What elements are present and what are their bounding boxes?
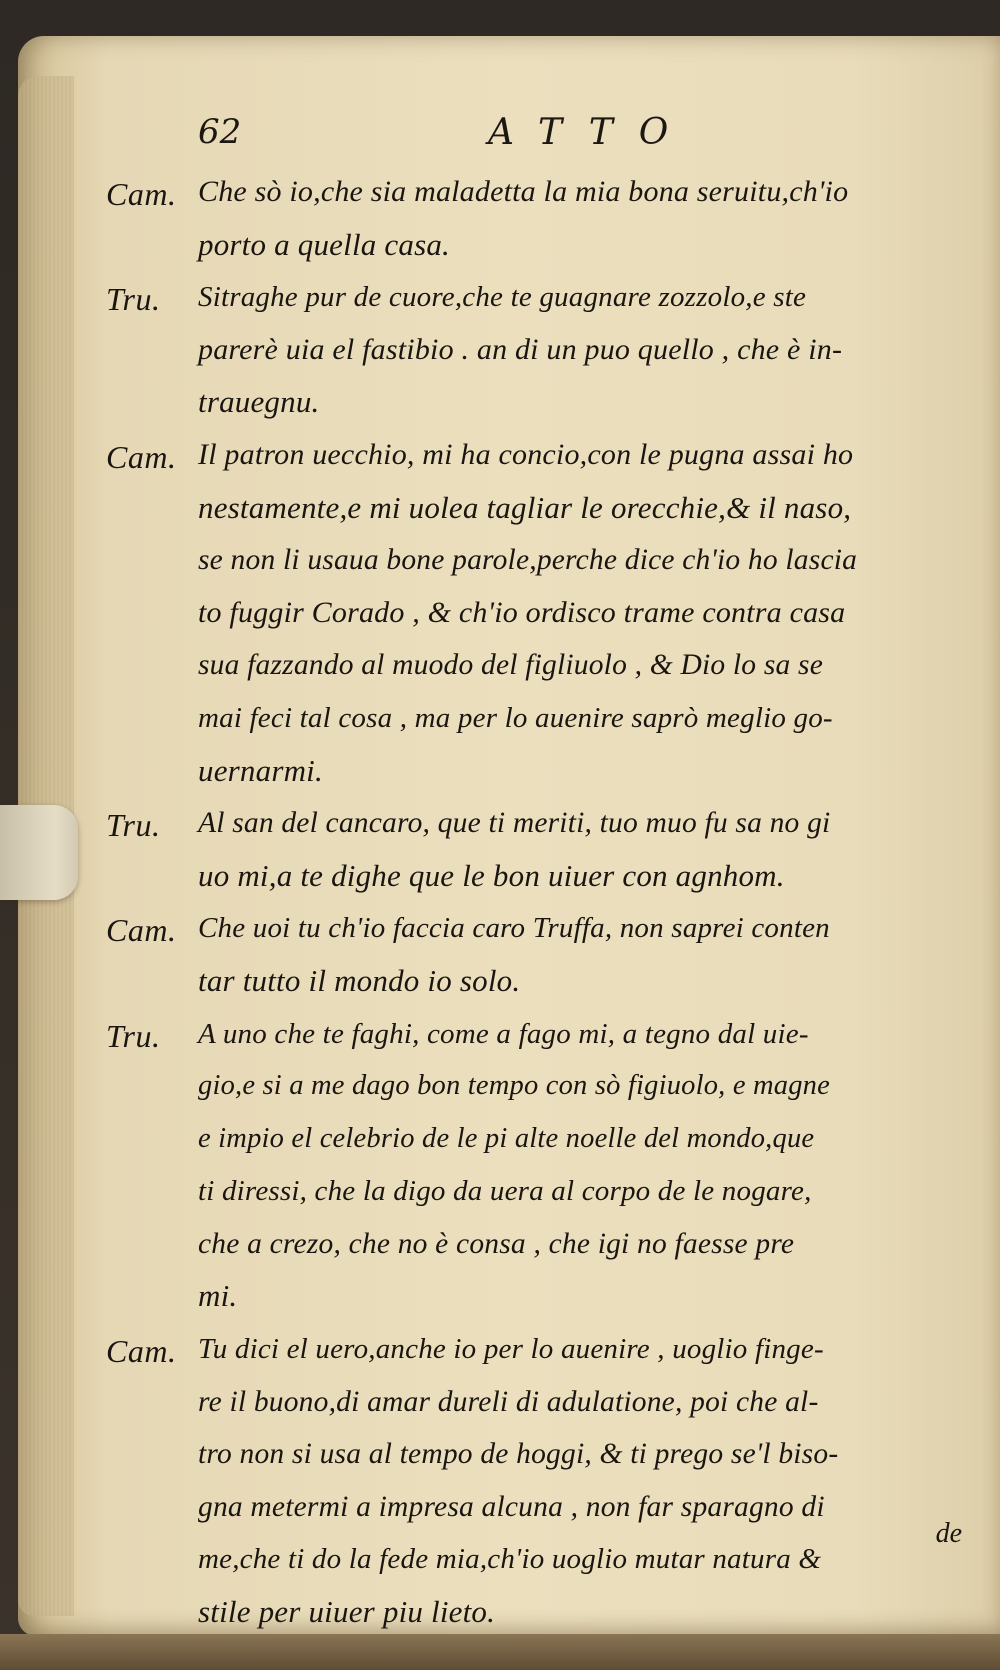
- dialogue-text: [106, 166, 1000, 1670]
- text-line: parerè uia el fastibio . an di un puo quello , che è in-: [198, 332, 843, 366]
- running-head: ATTO: [488, 112, 695, 153]
- text-line: gna metermi a impresa alcuna , non far sparagno di: [198, 1490, 825, 1523]
- text-line: e impio el celebrio de le pi alte noelle del mondo,que: [198, 1122, 815, 1154]
- speech: [106, 902, 1000, 1007]
- text-line: tro non si usa al tempo de hoggi, & ti prego se'l biso-: [198, 1438, 839, 1471]
- text-line: nestamente,e mi uolea tagliar le orecchie,& il naso,: [198, 489, 852, 525]
- speech: [106, 1008, 1000, 1324]
- page-marker-tab: [0, 805, 78, 900]
- speech: [106, 797, 1000, 902]
- text-line: stile per uiuer piu lieto.: [198, 1594, 496, 1630]
- speech-lines: [198, 166, 1000, 271]
- text-line: Il patron uecchio, mi ha concio,con le pugna assai ho: [198, 437, 854, 471]
- text-line: Al san del cancaro, que ti meriti, tuo muo fu sa no gi: [198, 807, 831, 840]
- text-line: che a crezo, che no è consa , che igi no faesse pre: [198, 1227, 795, 1260]
- text-line: se non li usaua bone parole,perche dice ch'io ho lascia: [198, 544, 858, 577]
- speaker-label: Cam.: [106, 176, 177, 212]
- speech-lines: [198, 429, 1000, 797]
- text-line: gio,e si a me dago bon tempo con sò figiuolo, e magne: [198, 1070, 830, 1102]
- text-line: uo mi,a te dighe que le bon uiuer con agnhom.: [198, 857, 785, 893]
- speaker-label: Tru.: [106, 807, 161, 844]
- speech-lines: [198, 1323, 1000, 1639]
- speaker-label: Tru.: [106, 281, 161, 318]
- speech: [106, 166, 1000, 271]
- page-number: 62: [198, 112, 242, 152]
- speech-lines: [198, 902, 1000, 1007]
- text-line: Che sò io,che sia maladetta la mia bona seruitu,ch'io: [198, 175, 849, 208]
- speech: [106, 1323, 1000, 1639]
- text-line: mai feci tal cosa , ma per lo auenire saprò meglio go-: [198, 701, 833, 734]
- speaker-label: Cam.: [106, 438, 177, 475]
- text-line: tar tutto il mondo io solo.: [198, 962, 521, 998]
- text-line: to fuggir Corado , & ch'io ordisco trame contra casa: [198, 595, 846, 629]
- text-line: porto a quella casa.: [198, 226, 450, 262]
- text-line: me,che ti do la fede mia,ch'io uoglio mutar natura &: [198, 1543, 822, 1576]
- catchword: de: [935, 1518, 962, 1549]
- speech-lines: [198, 271, 1000, 429]
- text-line: re il buono,di amar dureli di adulatione, poi che al-: [198, 1385, 819, 1418]
- book-bottom-edge: [0, 1634, 1000, 1670]
- speech: [106, 429, 1000, 797]
- speaker-label: Cam.: [106, 1333, 177, 1370]
- speech-lines: [198, 1008, 1000, 1324]
- text-line: uernarmi.: [198, 752, 323, 788]
- text-line: sua fazzando al muodo del figliuolo , & Dio lo sa se: [198, 649, 824, 682]
- text-line: trauegnu.: [198, 384, 320, 420]
- book-page: [18, 36, 1000, 1636]
- speech-lines: [198, 797, 1000, 902]
- text-line: mi.: [198, 1278, 238, 1314]
- speaker-label: Cam.: [106, 912, 177, 949]
- text-line: ti diressi, che la digo da uera al corpo de le nogare,: [198, 1175, 812, 1208]
- text-line: Tu dici el uero,anche io per lo auenire , uoglio finge-: [198, 1333, 824, 1366]
- text-line: A uno che te faghi, come a fago mi, a tegno dal uie-: [198, 1017, 809, 1050]
- text-line: Che uoi tu ch'io faccia caro Truffa, non saprei conten: [198, 912, 830, 945]
- speaker-label: Tru.: [106, 1017, 161, 1054]
- text-line: Sitraghe pur de cuore,che te guagnare zozzolo,e ste: [198, 281, 807, 314]
- page-header: [18, 112, 1000, 160]
- speech: [106, 271, 1000, 429]
